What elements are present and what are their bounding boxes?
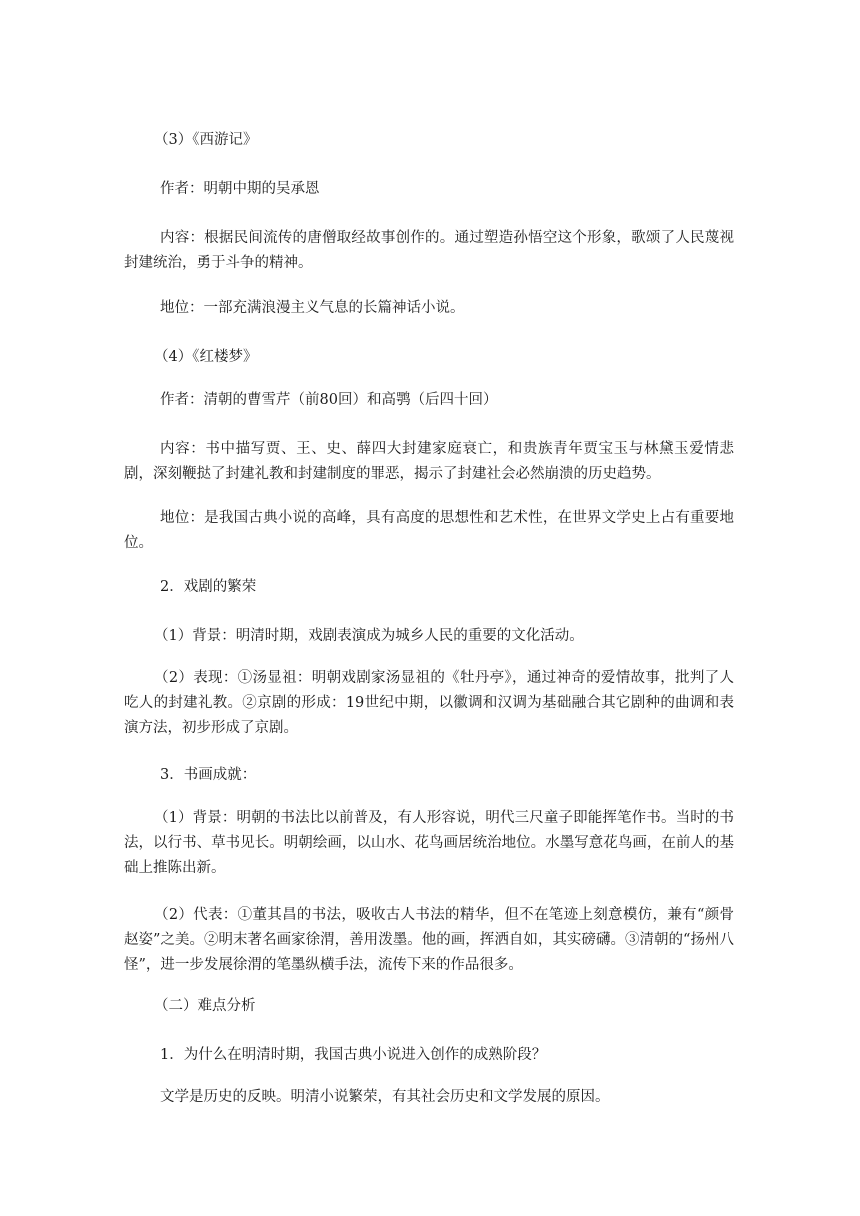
calligraphy-representatives: （2）代表：①董其昌的书法，吸收古人书法的精华，但不在笔迹上刻意模仿，兼有“颜骨赵姿”之美。②明末著名画家徐渭，善用泼墨。他的画，挥洒自如，其实磅礴。③清朝的“扬州八怪”，进一步发展徐渭的笔墨纵横手法，流传下来的作品很多。 bbox=[124, 907, 734, 973]
difficulty-analysis-heading: （二）难点分析 bbox=[154, 998, 256, 1014]
drama-manifestation: （2）表现：①汤显祖：明朝戏剧家汤显祖的《牡丹亭》，通过神奇的爱情故事，批判了人吃人的封建礼教。②京剧的形成：19世纪中期，以徽调和汉调为基础融合其它剧种的曲调和表演方法，初步形成了京剧。 bbox=[124, 670, 734, 736]
heading-xiyouji: （3）《西游记》 bbox=[154, 132, 258, 148]
hongloumeng-status: 地位：是我国古典小说的高峰，具有高度的思想性和艺术性，在世界文学史上占有重要地位。 bbox=[124, 510, 734, 551]
question-1: 1．为什么在明清时期，我国古典小说进入创作的成熟阶段？ bbox=[160, 1047, 547, 1063]
section-calligraphy-heading: 3．书画成就： bbox=[160, 767, 257, 783]
xiyouji-content: 内容：根据民间流传的唐僧取经故事创作的。通过塑造孙悟空这个形象，歌颂了人民蔑视封建统治，勇于斗争的精神。 bbox=[124, 230, 734, 271]
drama-background: （1）背景：明清时期，戏剧表演成为城乡人民的重要的文化活动。 bbox=[154, 628, 584, 644]
calligraphy-background: （1）背景：明朝的书法比以前普及，有人形容说，明代三尺童子即能挥笔作书。当时的书法，以行书、草书见长。明朝绘画，以山水、花鸟画居统治地位。水墨写意花鸟画，在前人的基础上推陈出新。 bbox=[124, 810, 734, 876]
hongloumeng-content: 内容：书中描写贾、王、史、薛四大封建家庭衰亡，和贵族青年贾宝玉与林黛玉爱情悲剧，深刻鞭挞了封建礼教和封建制度的罪恶，揭示了封建社会必然崩溃的历史趋势。 bbox=[124, 441, 734, 482]
answer-1: 文学是历史的反映。明清小说繁荣，有其社会历史和文学发展的原因。 bbox=[160, 1089, 610, 1105]
xiyouji-author: 作者：明朝中期的吴承恩 bbox=[160, 181, 320, 197]
section-drama-heading: 2．戏剧的繁荣 bbox=[160, 579, 257, 595]
xiyouji-status: 地位：一部充满浪漫主义气息的长篇神话小说。 bbox=[160, 300, 465, 316]
hongloumeng-author: 作者：清朝的曹雪芹（前80回）和高鹗（后四十回） bbox=[160, 392, 498, 408]
heading-hongloumeng: （4）《红楼梦》 bbox=[154, 349, 258, 365]
